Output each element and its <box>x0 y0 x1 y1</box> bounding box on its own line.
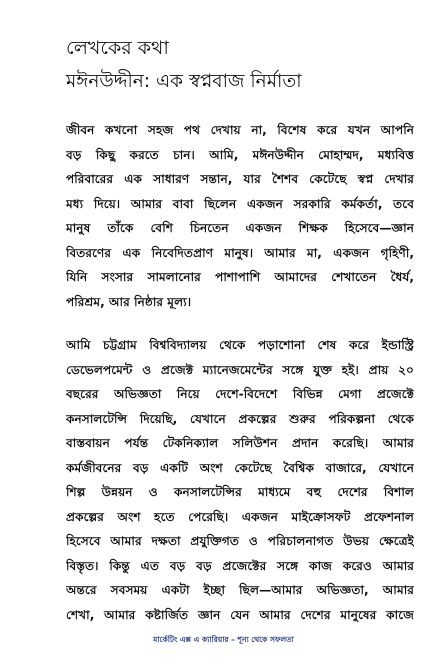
paragraph-line: শেখা, আমার কষ্টার্জিত জ্ঞান যেন আমার দেশের মানুষের কাজে <box>66 607 414 622</box>
paragraph-line: কনসালটেন্সি দিয়েছি, যেখানে প্রকল্পের শুরুর পরিকল্পনা থেকে <box>66 411 414 426</box>
paragraph-line: যিনি সংসার সামলানোর পাশাপাশি আমাদের শেখাতেন ধৈর্য, <box>66 270 414 284</box>
section-label: লেখকের কথা <box>66 37 169 59</box>
paragraph-line: বছরের অভিজ্ঞতা নিয়ে দেশে-বিদেশে বিভিন্ন মেগা প্রজেক্টে <box>66 387 414 401</box>
paragraph-line: অন্তরে সবসময় একটা ইচ্ছা ছিল—আমার অভিজ্ঞতা, আমার <box>66 583 414 597</box>
chapter-title: মঈনউদ্দীন: এক স্বপ্নবাজ নির্মাতা <box>66 71 302 92</box>
paragraph-line: হিসেবে আমার দক্ষতা প্রযুক্তিগত ও পরিচালনাগত উভয় ক্ষেত্রেই <box>66 534 414 548</box>
paragraph-line: আমি চট্টগ্রাম বিশ্ববিদ্যালয় থেকে পড়াশোনা শেষ করে ইন্ডাস্ট্রি <box>66 338 414 352</box>
paragraph-line: শিল্প উন্নয়ন ও কনসালটেন্সির মাধ্যমে বহু দেশের বিশাল <box>66 485 414 499</box>
paragraph-line: পরিবারের এক সাধারণ সন্তান, যার শৈশব কেটেছে স্বপ্ন দেখার <box>66 172 414 186</box>
paragraph-line: বিতরণের এক নিবেদিতপ্রাণ মানুষ। আমার মা, একজন গৃহিণী, <box>66 245 414 260</box>
paragraph-line: কর্মজীবনের বড় একটি অংশ কেটেছে বৈশ্বিক বাজারে, যেখানে <box>66 460 414 475</box>
paragraph-line: পরিশ্রম, আর নিষ্ঠার মূল্য। <box>66 294 192 309</box>
paragraph-line: বাস্তবায়ন পর্যন্ত টেকনিক্যাল সলিউশন প্রদান করেছি। আমার <box>66 436 414 450</box>
paragraph-line: ডেভেলপমেন্ট ও প্রজেক্ট ম্যানেজমেন্টের সঙ্গে যুক্ত হই। প্রায় ২০ <box>66 362 414 377</box>
paragraph-line: বড় কিছু করতে চান। আমি, মঈনউদ্দীন মোহাম্মদ, মধ্যবিত্ত <box>66 147 414 162</box>
paragraph-line: মধ্য দিয়ে। আমার বাবা ছিলেন একজন সরকারি কর্মকর্তা, তবে <box>66 196 414 211</box>
page-footer: মার্কেটিং এক্স এ ক্যারিয়ার – শূন্য থেকে সফলতা <box>153 635 294 644</box>
paragraph-line: বিস্তৃত। কিন্তু এত বড় বড় প্রজেক্টের সঙ্গে কাজ করেও আমার <box>66 558 414 573</box>
paragraph-1 <box>66 118 414 314</box>
paragraph-line: প্রকল্পের অংশ হতে পেরেছি। একজন মাইক্রোসফট প্রফেশনাল <box>66 509 414 524</box>
paragraph-line: মানুষ তাঁকে বেশি চিনতেন একজন শিক্ষক হিসেবে—জ্ঞান <box>66 221 414 235</box>
paragraph-2 <box>66 333 414 627</box>
paragraph-line: জীবন কখনো সহজ পথ দেখায় না, বিশেষ করে যখন আপনি <box>66 123 414 137</box>
